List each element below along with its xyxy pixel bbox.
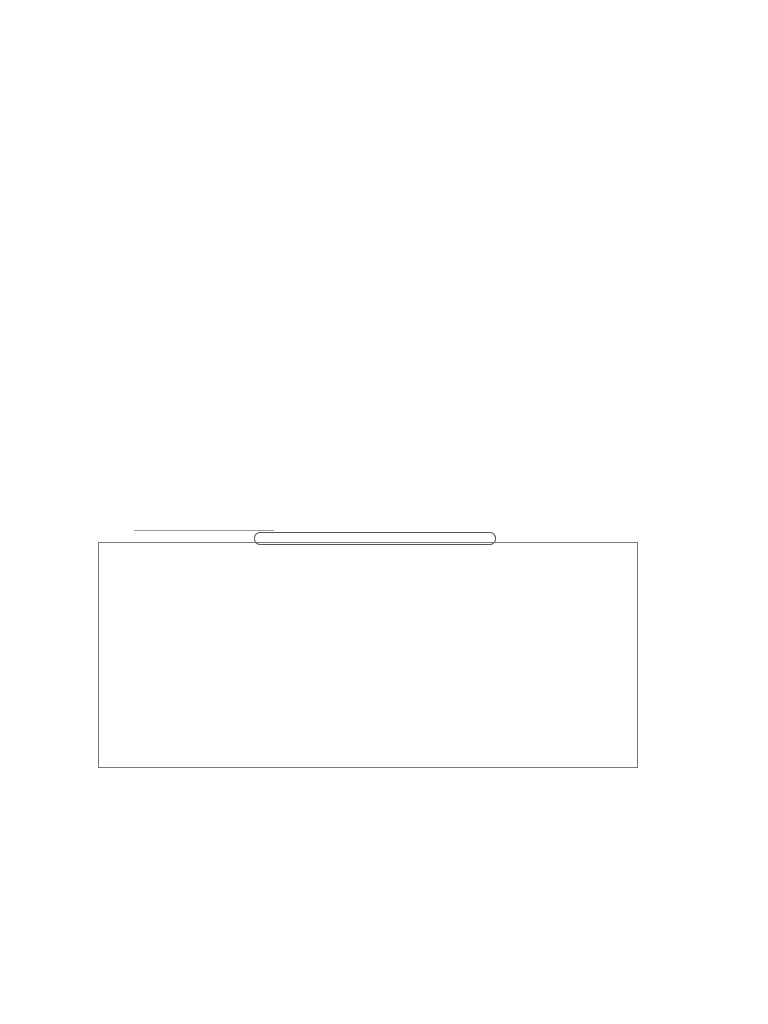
worksheet-name-line — [134, 530, 274, 531]
tens-ones-worksheet-image — [94, 518, 640, 780]
worksheet-frame — [98, 542, 638, 768]
